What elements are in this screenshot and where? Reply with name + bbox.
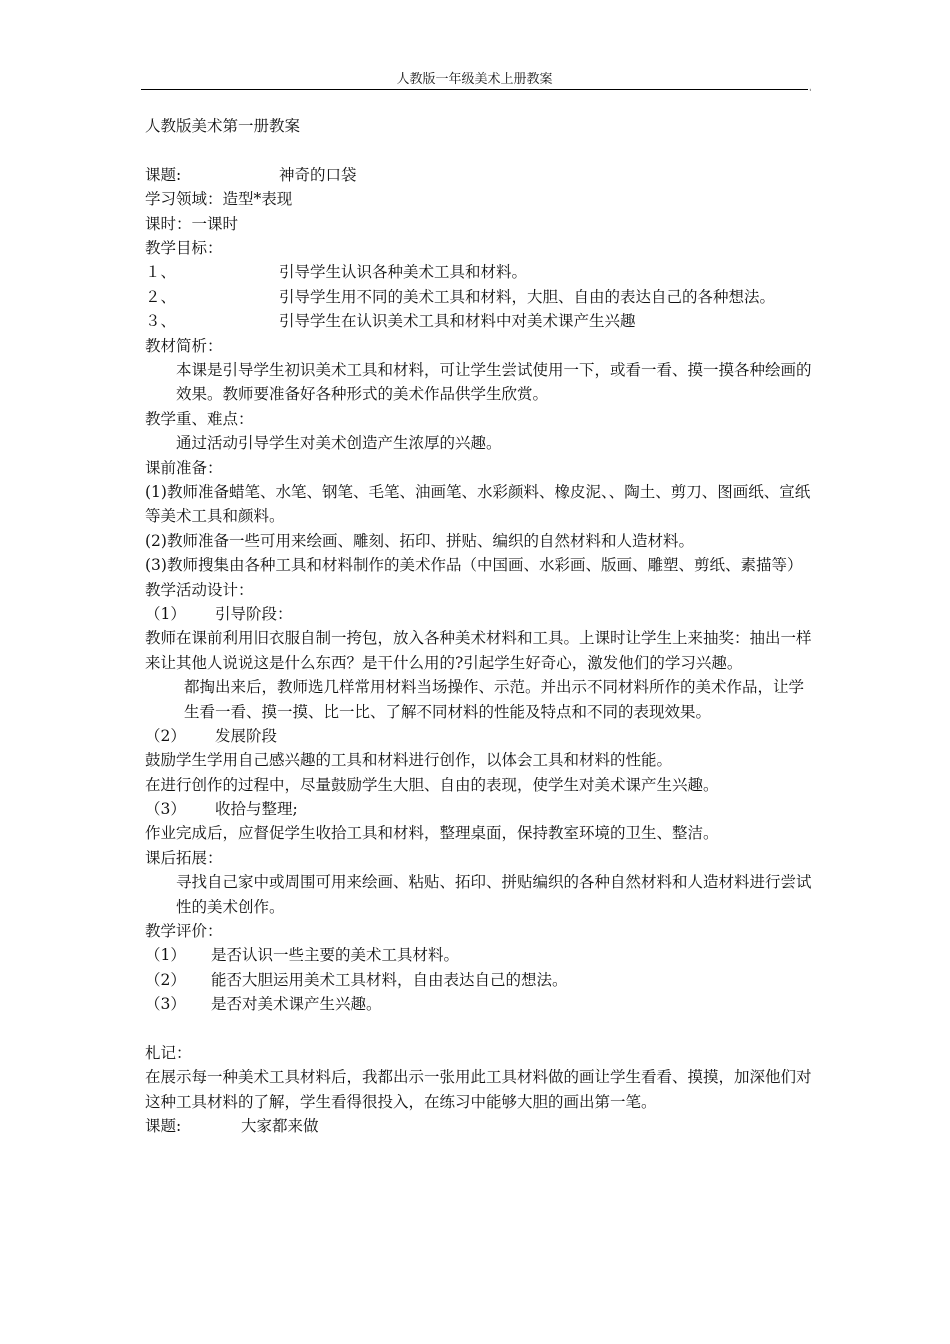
step-paragraph: 教师在课前利用旧衣服自制一挎包，放入各种美术材料和工具。上课时让学生上来抽奖：抽出一样来让其他人说说这是什么东西？是干什么用的?引起学生好奇心，激发他们的学习兴趣。 [145, 629, 812, 672]
notes-text: 在展示每一种美术工具材料后，我都出示一张用此工具材料做的画让学生看看、摸摸，加深他们对这种工具材料的了解，学生看得很投入，在练习中能够大胆的画出第一笔。 [145, 1068, 812, 1111]
step-number: （3） [145, 800, 186, 819]
objective-item [145, 260, 813, 284]
evaluation-item [145, 968, 813, 992]
next-lesson-line [145, 1114, 813, 1138]
evaluation-item [145, 943, 813, 967]
extension-text: 寻找自己家中或周围可用来绘画、粘贴、拓印、拼贴编织的各种自然材料和人造材料进行尝试性的美术创作。 [176, 873, 812, 916]
evaluation-text: 是否对美术课产生兴趣。 [211, 995, 382, 1014]
analysis-heading: 教材简析： [145, 336, 223, 355]
doc-title: 人教版美术第一册教案 [145, 117, 301, 135]
preparation-item: (2)教师准备一些可用来绘画、雕刻、拓印、拼贴、编织的自然材料和人造材料。 [145, 531, 694, 550]
step-paragraph: 鼓励学生学用自己感兴趣的工具和材料进行创作，以体会工具和材料的性能。 [145, 751, 673, 770]
step-paragraph: 在进行创作的过程中，尽量鼓励学生大胆、自由的表现，使学生对美术课产生兴趣。 [145, 775, 719, 794]
objective-number: １、 [145, 263, 177, 282]
key-points-text: 通过活动引导学生对美术创造产生浓厚的兴趣。 [176, 434, 502, 453]
objective-text: 引导学生用不同的美术工具和材料，大胆、自由的表达自己的各种想法。 [279, 287, 776, 306]
evaluation-text: 是否认识一些主要的美术工具材料。 [211, 946, 460, 965]
activities-heading: 教学活动设计： [145, 580, 254, 599]
evaluation-number: （1） [145, 946, 186, 965]
lesson-title: 神奇的口袋 [279, 165, 357, 184]
learning-domain: 学习领域：造型*表现 [145, 190, 293, 209]
step-paragraph: 作业完成后，应督促学生收拾工具和材料，整理桌面，保持教室环境的卫生、整洁。 [145, 824, 719, 843]
step-paragraph: 都掏出来后，教师选几样常用材料当场操作、示范。并出示不同材料所作的美术作品，让学生看一看、摸一摸、比一比、了解不同材料的性能及特点和不同的表现效果。 [184, 678, 805, 721]
objective-number: ２、 [145, 287, 177, 306]
extension-heading: 课后拓展： [145, 848, 223, 867]
preparation-item: (1)教师准备蜡笔、水笔、钢笔、毛笔、油画笔、水彩颜料、橡皮泥、、陶土、剪刀、图画纸、宣纸等美术工具和颜料。 [145, 482, 811, 526]
evaluation-heading: 教学评价： [145, 922, 223, 941]
blank-line [145, 1017, 813, 1041]
objective-item [145, 309, 813, 333]
class-period: 课时：一课时 [145, 214, 239, 233]
step-heading [145, 724, 813, 748]
notes-heading: 札记： [145, 1044, 192, 1063]
step-number: （2） [145, 726, 186, 745]
objective-item [145, 285, 813, 309]
evaluation-number: （3） [145, 995, 186, 1014]
objective-text: 引导学生认识各种美术工具和材料。 [279, 263, 528, 282]
header-rule [141, 89, 808, 90]
key-points-heading: 教学重、难点： [145, 409, 254, 428]
objectives-heading: 教学目标： [145, 238, 223, 257]
page-header: 人教版一年级美术上册教案 [396, 72, 553, 87]
document-body [145, 114, 813, 1139]
step-title: 引导阶段： [215, 604, 293, 623]
next-lesson-label: 课题: [145, 1117, 182, 1136]
step-heading [145, 602, 813, 626]
step-heading [145, 797, 813, 821]
blank-line [145, 138, 813, 162]
objective-number: ３、 [145, 312, 177, 331]
step-title: 发展阶段 [215, 726, 278, 745]
next-lesson-title: 大家都来做 [241, 1117, 319, 1136]
step-number: （1） [145, 604, 186, 623]
evaluation-item [145, 992, 813, 1016]
objective-text: 引导学生在认识美术工具和材料中对美术课产生兴趣 [279, 312, 636, 331]
preparation-heading: 课前准备： [145, 458, 223, 477]
lesson-label: 课题: [145, 165, 182, 184]
evaluation-text: 能否大胆运用美术工具材料，自由表达自己的想法。 [211, 970, 568, 989]
lesson-title-line [145, 163, 813, 187]
evaluation-number: （2） [145, 970, 186, 989]
step-title: 收拾与整理; [215, 800, 298, 819]
header-mark: ˌ [809, 83, 812, 93]
analysis-text: 本课是引导学生初识美术工具和材料，可让学生尝试使用一下，或看一看、摸一摸各种绘画的效果。教师要准备好各种形式的美术作品供学生欣赏。 [176, 360, 812, 404]
preparation-item: (3)教师搜集由各种工具和材料制作的美术作品（中国画、水彩画、版画、雕塑、剪纸、素描等） [145, 556, 803, 575]
